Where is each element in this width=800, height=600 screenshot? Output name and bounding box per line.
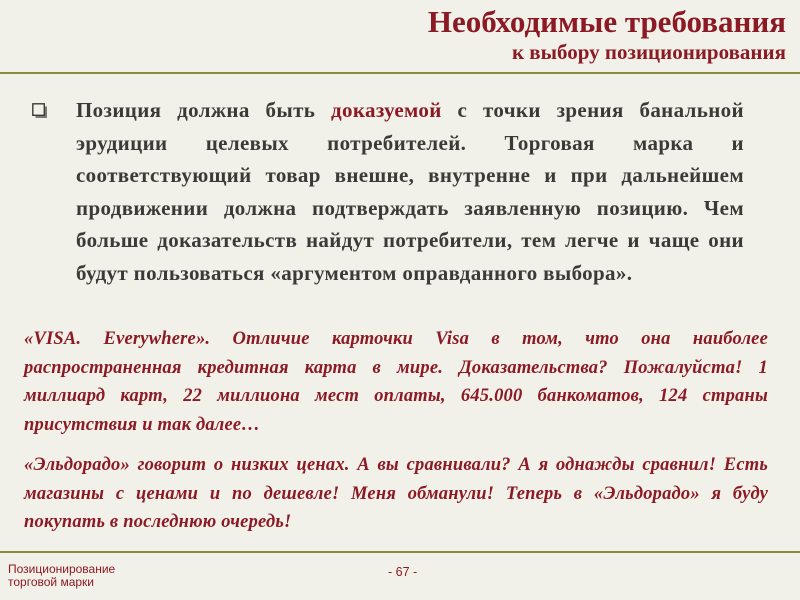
example-visa: «VISA. Everywhere». Отличие карточки Visa в том, что она наиболее распространенная кредитная карта в мире. Доказательства? Пожалуйста! 1 миллиард карт, 22 миллиона мест оплаты, 645.000 банкоматов, 124 страны присутствия и так далее… [24, 329, 768, 435]
bullet-point [32, 94, 744, 290]
footer-label [8, 563, 115, 589]
header-divider [0, 72, 800, 74]
slide-title: Необходимые требования [427, 4, 786, 39]
bullet-highlight: доказуемой [331, 98, 442, 122]
bullet-text-end: с точки зрения банальной эрудиции целевых потребителей. Торговая марка и соответствующий товар внешне, внутренне и при дальнейшем продвижении должна подтверждать заявленную позицию. Чем больше доказательств найдут потребители, тем легче и чаще они будут пользоваться «аргументом оправданного выбора». [76, 98, 744, 285]
footer-label-line1: Позиционирование [8, 562, 116, 576]
slide-header [0, 0, 800, 72]
footer-divider [0, 551, 800, 553]
checkbox-square-icon [32, 103, 48, 119]
footer-label-line2: торговой марки [8, 575, 94, 589]
bullet-text-start: Позиция должна быть [76, 98, 332, 122]
bullet-text [76, 94, 744, 290]
page-number: - 67 - [388, 565, 418, 579]
example-eldorado: «Эльдорадо» говорит о низких ценах. А вы сравнивали? А я однажды сравнил! Есть магазины с ценами и по дешевле! Меня обманули! Теперь в «Эльдорадо» я буду покупать в последнюю очередь! [24, 455, 768, 532]
slide-subtitle: к выбору позиционирования [511, 40, 786, 64]
